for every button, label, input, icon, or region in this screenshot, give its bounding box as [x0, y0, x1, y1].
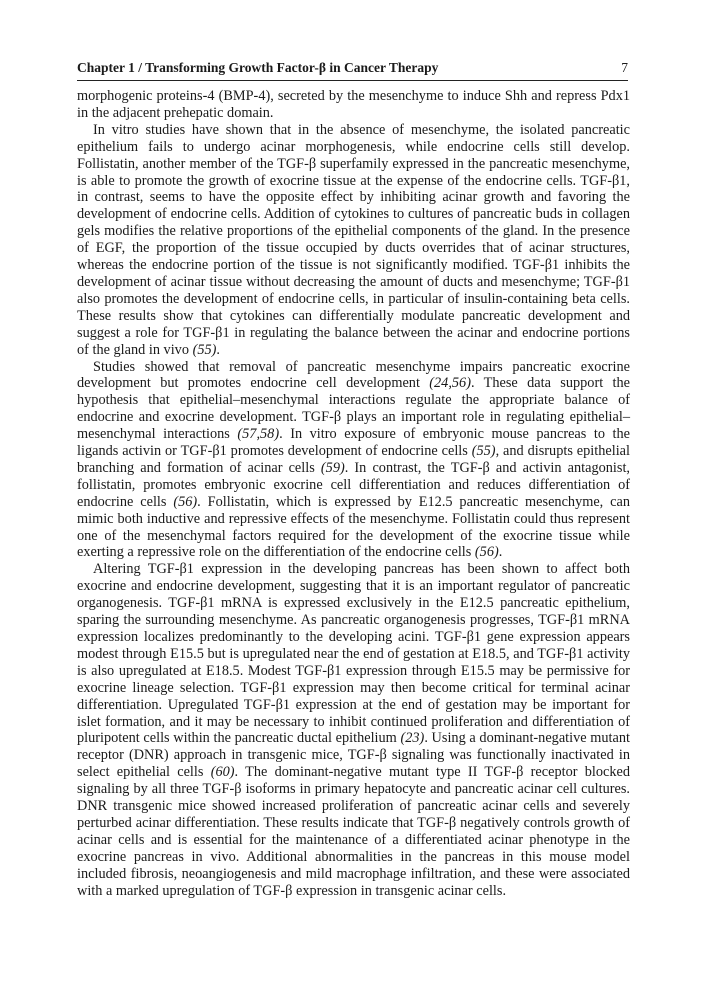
citation: (55) [192, 341, 217, 358]
citation: (24,56) [429, 375, 471, 392]
running-header [77, 58, 628, 81]
paragraph-3: Studies showed that removal of pancreatic mesenchyme impairs pancreatic exocrine development but promotes endocrine cell development (24,56). These data support the hypothesis that epithelial–mesenchymal interactions regulate the appropriate balance of endocrine and exocrine development. TGF-β plays an important role in regulating epithelial–mesenchymal interactions (57,58). In vitro exposure of embryonic mouse pancreas to the ligands activin or TGF-β1 promotes development of endocrine cells (55), and disrupts epithelial branching and formation of acinar cells (59). In contrast, the TGF-β and activin antagonist, follistatin, promotes embryonic exocrine cell differentiation and reduces differentiation of endocrine cells (56). Follistatin, which is expressed by E12.5 pancreatic mesenchyme, can mimic both inductive and repressive effects of the mesenchyme. Follistatin could thus represent one of the mesenchymal factors required for the development of the exocrine tissue while exerting a repressive role on the differentiation of the endocrine cells (56). [77, 358, 631, 561]
paragraph-2: In vitro studies have shown that in the absence of mesenchyme, the isolated pancreatic epithelium fails to undergo acinar morphogenesis, while endocrine cells still develop. Follistatin, another member of the TGF-β superfamily expressed in the pancreatic mesenchyme, is able to promote the growth of exocrine tissue at the expense of the endocrine cells. TGF-β1, in contrast, seems to have the opposite effect by inhibiting acinar growth and favoring the development of endocrine cells. Addition of cytokines to cultures of pancreatic buds in collagen gels modifies the relative proportions of the epithelial components of the gland. In the presence of EGF, the proportion of the tissue occupied by ducts overrides that of acinar structures, whereas the endocrine portion of the tissue is not significantly modified. TGF-β1 inhibits the development of acinar tissue without decreasing the amount of ducts and mesenchyme; TGF-β1 also promotes the development of endocrine cells, in particular of insulin-containing beta cells. These results show that cytokines can differentially modulate pancreatic development and suggest a role for TGF-β1 in regulating the balance between the acinar and endocrine portions of the gland in vivo (55). [77, 121, 630, 358]
paragraph-4: Altering TGF-β1 expression in the developing pancreas has been shown to affect both exocrine and endocrine development, suggesting that it is an important regulator of pancreatic organogenesis. TGF-β1 mRNA is expressed exclusively in the E12.5 pancreatic epithelium, sparing the surrounding mesenchyme. As pancreatic organogenesis progresses, TGF-β1 mRNA expression localizes predominantly to the developing acini. TGF-β1 gene expression appears modest through E15.5 but is upregulated near the end of gestation at E18.5, and TGF-β1 activity is also upregulated at E18.5. Modest TGF-β1 expression through E15.5 may be permissive for exocrine lineage selection. TGF-β1 expression may then become critical for terminal acinar differentiation. Upregulated TGF-β1 expression at the end of gestation may be important for islet formation, and it may be necessary to inhibit continued proliferation and differentiation of pluripotent cells within the pancreatic ductal epithelium (23). Using a dominant-negative mutant receptor (DNR) approach in transgenic mice, TGF-β signaling was functionally inactivated in select epithelial cells (60). The dominant-negative mutant type II TGF-β receptor blocked signaling by all three TGF-β isoforms in primary hepatocyte and pancreatic acinar cell cultures. DNR transgenic mice showed increased proliferation of pancreatic acinar cells and severely perturbed acinar differentiation. These results indicate that TGF-β negatively controls growth of acinar cells and is essential for the maintenance of a differentiated acinar phenotype in the exocrine pancreas in vivo. Additional abnormalities in the pancreas in this mouse model included fibrosis, neoangiogenesis and mild macrophage infiltration, and these were associated with a marked upregulation of TGF-β expression in transgenic acinar cells. [77, 561, 630, 899]
citation: (59) [320, 459, 345, 476]
citation: (23) [400, 730, 425, 747]
running-title: Chapter 1 / Transforming Growth Factor-β in Cancer Therapy [77, 60, 439, 75]
citation: (60) [210, 764, 235, 781]
citation: (56) [474, 544, 499, 561]
page-number: 7 [621, 60, 628, 75]
citation: (56) [173, 493, 198, 510]
body-text [77, 88, 630, 900]
citation: (55) [471, 443, 496, 460]
citation: (57,58) [237, 426, 280, 443]
paragraph-1: morphogenic proteins-4 (BMP-4), secreted by the mesenchyme to induce Shh and repress Pdx1 in the adjacent prehepatic domain. [77, 88, 630, 121]
